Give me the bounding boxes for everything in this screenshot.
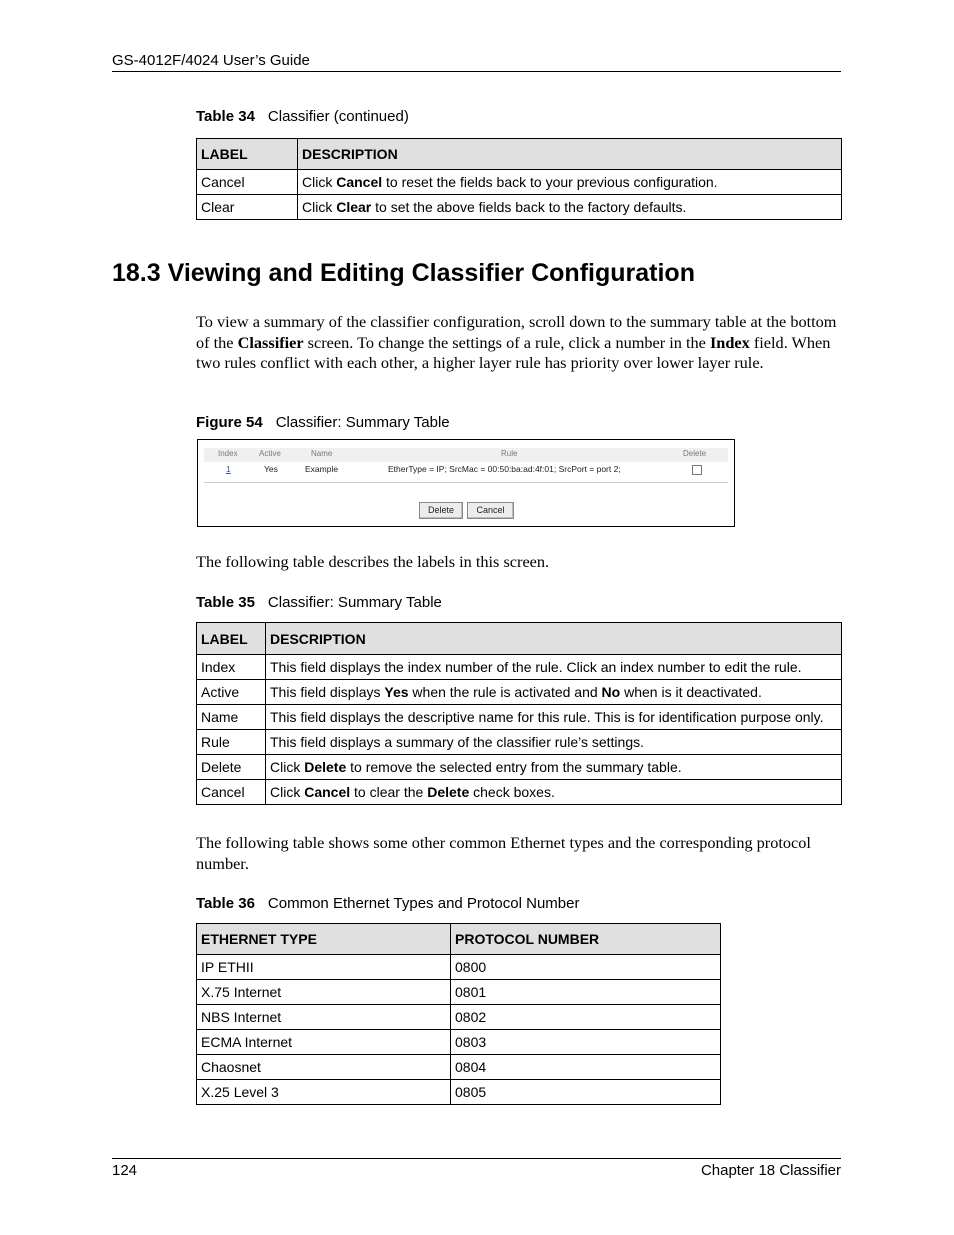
row-label: Active bbox=[197, 680, 266, 705]
row-description: Click Cancel to clear the Delete check boxes. bbox=[266, 780, 842, 805]
protocol-number: 0800 bbox=[451, 955, 721, 980]
table-row bbox=[197, 655, 842, 680]
protocol-number: 0803 bbox=[451, 1030, 721, 1055]
col-index-header: Index bbox=[218, 449, 238, 458]
name-value: Example bbox=[305, 464, 339, 474]
header-rule bbox=[112, 71, 841, 72]
table-row bbox=[197, 755, 842, 780]
figure-54-number: Figure 54 bbox=[196, 414, 263, 431]
figure-54-title: Classifier: Summary Table bbox=[275, 414, 450, 431]
ethernet-type: ECMA Internet bbox=[197, 1030, 451, 1055]
protocol-number: 0802 bbox=[451, 1005, 721, 1030]
table-34-title: Classifier (continued) bbox=[267, 108, 409, 125]
table-row bbox=[197, 680, 842, 705]
row-description: This field displays the descriptive name for this rule. This is for identification purpose only. bbox=[266, 705, 842, 730]
table-36 bbox=[196, 923, 721, 1105]
table-35 bbox=[196, 622, 842, 805]
ethernet-type: X.75 Internet bbox=[197, 980, 451, 1005]
row-label: Clear bbox=[197, 195, 298, 220]
summary-header-band bbox=[204, 448, 728, 462]
ethernet-type: Chaosnet bbox=[197, 1055, 451, 1080]
row-label: Index bbox=[197, 655, 266, 680]
cancel-button[interactable]: Cancel bbox=[467, 502, 514, 519]
table-35-caption bbox=[196, 594, 442, 611]
footer-rule bbox=[112, 1158, 841, 1159]
table-34-number: Table 34 bbox=[196, 108, 255, 125]
table-34 bbox=[196, 138, 842, 220]
table-36-header-number: PROTOCOL NUMBER bbox=[451, 924, 721, 955]
table-row bbox=[197, 730, 842, 755]
section-heading: 18.3 Viewing and Editing Classifier Configuration bbox=[112, 259, 695, 287]
chapter-title: Chapter 18 Classifier bbox=[700, 1162, 841, 1179]
table-35-title: Classifier: Summary Table bbox=[267, 594, 442, 611]
labels-paragraph: The following table describes the labels in this screen. bbox=[196, 552, 550, 571]
table-row bbox=[197, 1080, 721, 1105]
table-34-header-label: LABEL bbox=[197, 139, 298, 170]
protocol-number: 0804 bbox=[451, 1055, 721, 1080]
col-name-header: Name bbox=[311, 449, 333, 458]
col-rule-header: Rule bbox=[501, 449, 518, 458]
table-36-header-type: ETHERNET TYPE bbox=[197, 924, 451, 955]
row-label: Rule bbox=[197, 730, 266, 755]
row-label: Name bbox=[197, 705, 266, 730]
table-35-header-description: DESCRIPTION bbox=[266, 623, 842, 655]
protocol-number: 0805 bbox=[451, 1080, 721, 1105]
figure-54-caption bbox=[196, 414, 450, 431]
rule-value: EtherType = IP; SrcMac = 00:50:ba:ad:4f:01; SrcPort = port 2; bbox=[388, 464, 621, 474]
row-label: Delete bbox=[197, 755, 266, 780]
table-row bbox=[197, 780, 842, 805]
table-row bbox=[197, 705, 842, 730]
table-row bbox=[197, 170, 842, 195]
row-description: Click Clear to set the above fields back to the factory defaults. bbox=[298, 195, 842, 220]
col-delete-header: Delete bbox=[683, 449, 707, 458]
table-row bbox=[197, 955, 721, 980]
delete-checkbox[interactable] bbox=[692, 465, 702, 475]
row-label: Cancel bbox=[197, 170, 298, 195]
table-36-title: Common Ethernet Types and Protocol Number bbox=[267, 895, 580, 912]
protocol-number: 0801 bbox=[451, 980, 721, 1005]
figure-54-screenshot bbox=[197, 439, 735, 527]
active-value: Yes bbox=[264, 464, 278, 474]
ethernet-paragraph: The following table shows some other common Ethernet types and the corresponding protocol number. bbox=[196, 833, 811, 873]
ethernet-type: NBS Internet bbox=[197, 1005, 451, 1030]
table-row bbox=[197, 195, 842, 220]
ethernet-type: IP ETHII bbox=[197, 955, 451, 980]
table-row bbox=[197, 1005, 721, 1030]
row-description: Click Delete to remove the selected entry from the summary table. bbox=[266, 755, 842, 780]
row-description: This field displays a summary of the classifier rule’s settings. bbox=[266, 730, 842, 755]
row-description: This field displays Yes when the rule is activated and No when is it deactivated. bbox=[266, 680, 842, 705]
table-36-number: Table 36 bbox=[196, 895, 255, 912]
table-34-header-description: DESCRIPTION bbox=[298, 139, 842, 170]
row-label: Cancel bbox=[197, 780, 266, 805]
ethernet-type: X.25 Level 3 bbox=[197, 1080, 451, 1105]
summary-divider bbox=[204, 482, 728, 483]
page-number: 124 bbox=[112, 1162, 138, 1179]
col-active-header: Active bbox=[259, 449, 281, 458]
table-34-caption bbox=[196, 108, 409, 125]
table-row bbox=[197, 1055, 721, 1080]
table-35-header-label: LABEL bbox=[197, 623, 266, 655]
intro-paragraph: To view a summary of the classifier configuration, scroll down to the summary table at the bottom of the Classifier screen. To change the settings of a rule, click a number in the Index field. When two rules conflict with each other, a higher layer rule has priority over lower layer rule. bbox=[196, 312, 837, 373]
delete-button[interactable]: Delete bbox=[419, 502, 463, 519]
row-description: This field displays the index number of the rule. Click an index number to edit the rule. bbox=[266, 655, 842, 680]
table-row bbox=[197, 980, 721, 1005]
index-link[interactable]: 1 bbox=[226, 464, 231, 474]
table-35-number: Table 35 bbox=[196, 594, 255, 611]
table-row bbox=[197, 1030, 721, 1055]
row-description: Click Cancel to reset the fields back to your previous configuration. bbox=[298, 170, 842, 195]
running-header: GS-4012F/4024 User’s Guide bbox=[112, 52, 310, 69]
table-36-caption bbox=[196, 895, 579, 912]
